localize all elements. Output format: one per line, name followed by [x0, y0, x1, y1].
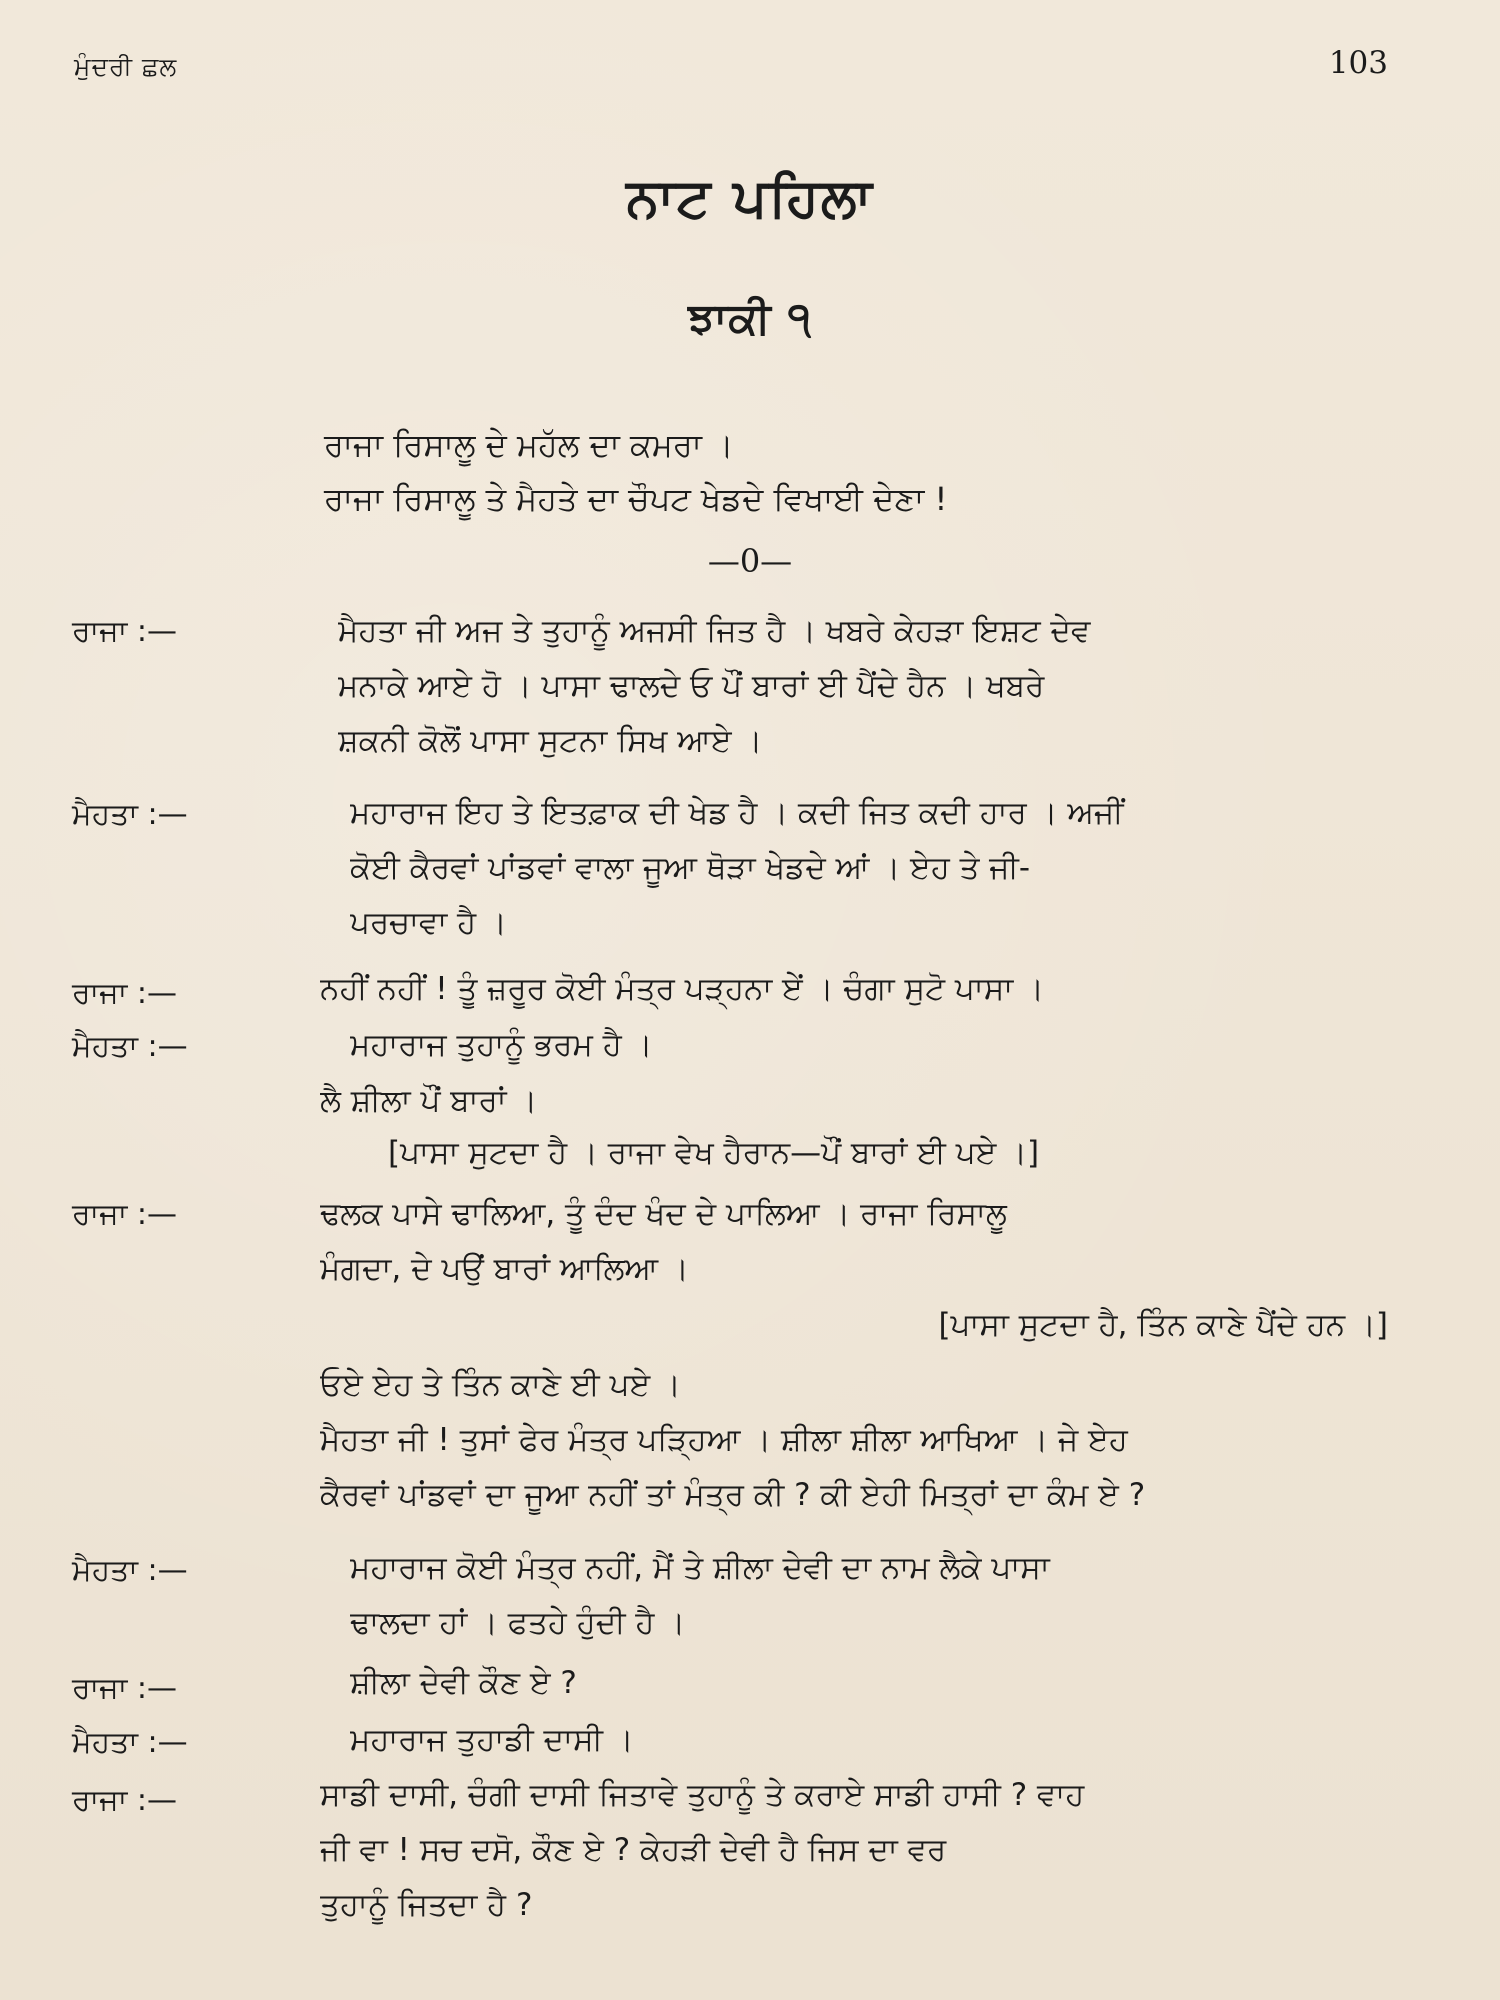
- dialogue-line: ਮੈਹਤਾ ਜੀ ਅਜ ਤੇ ਤੁਹਾਨੂੰ ਅਜਸੀ ਜਿਤ ਹੈ । ਖਬਰੇ ਕੇਹੜਾ ਇਸ਼ਟ ਦੇਵ: [338, 613, 1091, 649]
- page-number: 103: [1328, 45, 1388, 81]
- dialogue-line: ਨਹੀਂ ਨਹੀਂ ! ਤੂੰ ਜ਼ਰੂਰ ਕੋਈ ਮੰਤ੍ਰ ਪੜ੍ਹਨਾ ਏਂ । ਚੰਗਾ ਸੁਟੋ ਪਾਸਾ ।: [320, 971, 1045, 1007]
- dialogue-block: [320, 1074, 1390, 1129]
- dialogue-line: ਮਹਾਰਾਜ ਕੋਈ ਮੰਤ੍ਰ ਨਹੀਂ, ਮੈਂ ਤੇ ਸ਼ੀਲਾ ਦੇਵੀ ਦਾ ਨਾਮ ਲੈਕੇ ਪਾਸਾ: [350, 1550, 1050, 1586]
- dialogue-line: ਕੈਰਵਾਂ ਪਾਂਡਵਾਂ ਦਾ ਜੂਆ ਨਹੀਂ ਤਾਂ ਮੰਤ੍ਰ ਕੀ ? ਕੀ ਏਹੀ ਮਿਤ੍ਰਾਂ ਦਾ ਕੰਮ ਏ ?: [320, 1477, 1146, 1513]
- speaker-label: ਰਾਜਾ :—: [72, 1197, 177, 1232]
- dialogue-line: ਲੈ ਸ਼ੀਲਾ ਪੌਂ ਬਾਰਾਂ ।: [320, 1083, 538, 1119]
- dialogue-line: ਮੰਗਦਾ, ਦੇ ਪਉਂ ਬਾਰਾਂ ਆਲਿਆ ।: [320, 1251, 689, 1287]
- running-header-title: ਮੁੰਦਰੀ ਛਲ: [74, 52, 178, 81]
- speaker-label: ਮੈਹਤਾ :—: [72, 1553, 188, 1588]
- intro-line: ਰਾਜਾ ਰਿਸਾਲੂ ਦੇ ਮਹੱਲ ਦਾ ਕਮਰਾ ।: [324, 426, 734, 464]
- dialogue-block: [350, 1541, 1390, 1651]
- dialogue-line: ਢਾਲਦਾ ਹਾਂ । ਫਤਹੇ ਹੁੰਦੀ ਹੈ ।: [350, 1605, 686, 1641]
- dialogue-line: ਪਰਚਾਵਾ ਹੈ ।: [350, 905, 507, 941]
- dialogue-line: ਕੋਈ ਕੈਰਵਾਂ ਪਾਂਡਵਾਂ ਵਾਲਾ ਜੂਆ ਥੋੜਾ ਖੇਡਦੇ ਆਂ । ਏਹ ਤੇ ਜੀ-: [350, 850, 1031, 886]
- speaker-label: ਰਾਜਾ :—: [72, 1671, 177, 1706]
- speaker-label: ਮੈਹਤਾ :—: [72, 1029, 188, 1064]
- dialogue-line: ਸ਼ਕਨੀ ਕੋਲੋਂ ਪਾਸਾ ਸੁਟਨਾ ਸਿਖ ਆਏ ।: [338, 723, 763, 759]
- dialogue-block: [350, 786, 1390, 951]
- stage-direction: [388, 1126, 1388, 1181]
- stage-direction: [758, 1298, 1388, 1353]
- speaker-label: ਮੈਹਤਾ :—: [72, 797, 188, 832]
- dialogue-block: [320, 962, 1390, 1017]
- dialogue-line: ਸ਼ੀਲਾ ਦੇਵੀ ਕੌਣ ਏ ?: [350, 1665, 577, 1701]
- dialogue-line: ਮਹਾਰਾਜ ਇਹ ਤੇ ਇਤਫ਼ਾਕ ਦੀ ਖੇਡ ਹੈ । ਕਦੀ ਜਿਤ ਕਦੀ ਹਾਰ । ਅਜੀਂ: [350, 795, 1124, 831]
- speaker-label: ਮੈਹਤਾ :—: [72, 1725, 188, 1760]
- scene-title: ਝਾਕੀ ੧: [688, 294, 812, 344]
- dialogue-line: ਮੈਹਤਾ ਜੀ ! ਤੁਸਾਂ ਫੇਰ ਮੰਤ੍ਰ ਪੜ੍ਹਿਆ । ਸ਼ੀਲਾ ਸ਼ੀਲਾ ਆਖਿਆ । ਜੇ ਏਹ: [320, 1422, 1128, 1458]
- dialogue-block: [320, 1358, 1390, 1523]
- section-divider: —0—: [707, 542, 793, 580]
- dialogue-line: ਸਾਡੀ ਦਾਸੀ, ਚੰਗੀ ਦਾਸੀ ਜਿਤਾਵੇ ਤੁਹਾਨੂੰ ਤੇ ਕਰਾਏ ਸਾਡੀ ਹਾਸੀ ? ਵਾਹ: [320, 1777, 1085, 1813]
- stage-direction-line: [ਪਾਸਾ ਸੁਟਦਾ ਹੈ । ਰਾਜਾ ਵੇਖ ਹੈਰਾਨ—ਪੌਂ ਬਾਰਾਂ ਈ ਪਏ ।]: [388, 1135, 1040, 1171]
- intro-line: ਰਾਜਾ ਰਿਸਾਲੂ ਤੇ ਮੈਹਤੇ ਦਾ ਚੌਪਟ ਖੇਡਦੇ ਵਿਖਾਈ ਦੇਣਾ !: [324, 480, 948, 518]
- speaker-label: ਰਾਜਾ :—: [72, 614, 177, 649]
- dialogue-line: ਮਹਾਰਾਜ ਤੁਹਾਨੂੰ ਭਰਮ ਹੈ ।: [350, 1027, 653, 1063]
- stage-direction-line: [ਪਾਸਾ ਸੁਟਦਾ ਹੈ, ਤਿੰਨ ਕਾਣੇ ਪੈਂਦੇ ਹਨ ।]: [938, 1307, 1388, 1343]
- dialogue-line: ਮਹਾਰਾਜ ਤੁਹਾਡੀ ਦਾਸੀ ।: [350, 1722, 634, 1758]
- dialogue-line: ਤੁਹਾਨੂੰ ਜਿਤਦਾ ਹੈ ?: [320, 1887, 533, 1923]
- dialogue-line: ਜੀ ਵਾ ! ਸਚ ਦਸੋ, ਕੌਣ ਏ ? ਕੇਹੜੀ ਦੇਵੀ ਹੈ ਜਿਸ ਦਾ ਵਰ: [320, 1832, 947, 1868]
- dialogue-line: ਓਏ ਏਹ ਤੇ ਤਿੰਨ ਕਾਣੇ ਈ ਪਏ ।: [320, 1367, 681, 1403]
- scene-direction-intro: [324, 418, 1244, 526]
- dialogue-block: [350, 1713, 1390, 1768]
- dialogue-block: [338, 604, 1388, 769]
- dialogue-line: ਮਨਾਕੇ ਆਏ ਹੋ । ਪਾਸਾ ਢਾਲਦੇ ਓ ਪੌਂ ਬਾਰਾਂ ਈ ਪੈਂਦੇ ਹੈਨ । ਖਬਰੇ: [338, 668, 1045, 704]
- speaker-label: ਰਾਜਾ :—: [72, 1783, 177, 1818]
- dialogue-block: [350, 1656, 1390, 1711]
- speaker-label: ਰਾਜਾ :—: [72, 976, 177, 1011]
- dialogue-block: [350, 1018, 1390, 1073]
- act-title: ਨਾਟ ਪਹਿਲਾ: [626, 168, 874, 229]
- dialogue-block: [320, 1187, 1390, 1297]
- dialogue-block: [320, 1768, 1390, 1933]
- dialogue-line: ਢਲਕ ਪਾਸੇ ਢਾਲਿਆ, ਤੂੰ ਦੰਦ ਖੰਦ ਦੇ ਪਾਲਿਆ । ਰਾਜਾ ਰਿਸਾਲੂ: [320, 1196, 1007, 1232]
